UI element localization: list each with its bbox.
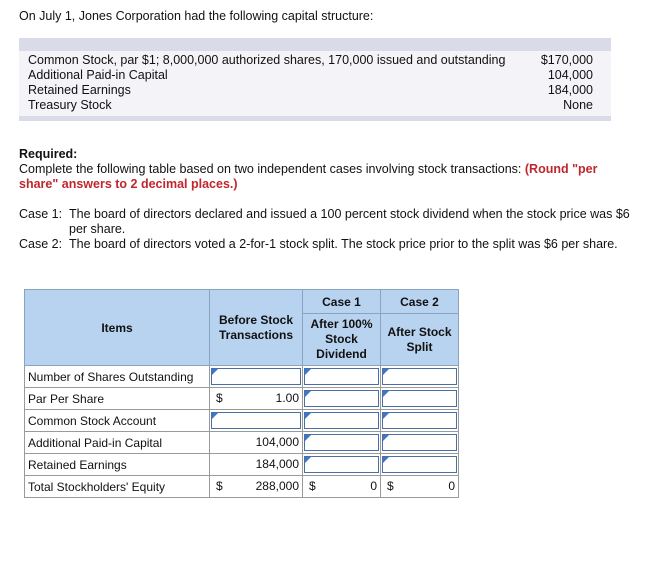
case-1: [19, 207, 639, 237]
header-before-stock-transactions: Before Stock Transactions: [210, 290, 303, 366]
row-label-total-equity: Total Stockholders' Equity: [25, 476, 210, 498]
stockholders-equity-table: [24, 289, 459, 498]
input-re-case1[interactable]: [304, 456, 379, 473]
required-heading: Required:: [19, 147, 78, 161]
capital-row-treasury-stock: [19, 98, 611, 113]
capital-value: 184,000: [547, 83, 593, 97]
value-text: 0: [448, 479, 455, 493]
capital-structure-top-bar: [19, 38, 611, 51]
input-common-stock-case1[interactable]: [304, 412, 379, 429]
value-apic-before: [210, 432, 303, 454]
input-apic-case1[interactable]: [304, 434, 379, 451]
required-section: [19, 147, 634, 192]
value-re-before: [210, 454, 303, 476]
capital-label: Treasury Stock: [28, 98, 112, 112]
capital-label: Additional Paid-in Capital: [28, 68, 168, 82]
input-shares-case2[interactable]: [382, 368, 457, 385]
dollar-sign: $: [216, 391, 223, 405]
value-text: 184,000: [255, 457, 299, 471]
cases-section: [19, 207, 639, 252]
row-label-apic: Additional Paid-in Capital: [25, 432, 210, 454]
required-rounding-note: (Round "per share" answers to 2 decimal places.): [19, 162, 598, 191]
header-case-1: Case 1: [303, 290, 381, 314]
header-after-stock-dividend: After 100% Stock Dividend: [303, 314, 381, 366]
value-text: 0: [370, 479, 377, 493]
value-total-case2: [381, 476, 459, 498]
capital-value: $170,000: [540, 53, 593, 67]
value-total-before: [210, 476, 303, 498]
header-case-2: Case 2: [381, 290, 459, 314]
value-text: 104,000: [255, 435, 299, 449]
input-common-stock-before[interactable]: [211, 412, 301, 429]
case-label: Case 2:: [19, 237, 63, 251]
input-par-case2[interactable]: [382, 390, 457, 407]
capital-row-apic: [19, 68, 611, 83]
dollar-sign: $: [387, 479, 394, 493]
case-text: The board of directors declared and issued a 100 percent stock dividend when the stock price was $6 per share.: [69, 207, 630, 236]
value-par-before: [210, 388, 303, 410]
value-text: 1.00: [275, 391, 299, 405]
capital-value: None: [563, 98, 593, 112]
row-label-common-stock-account: Common Stock Account: [25, 410, 210, 432]
header-after-stock-split: After Stock Split: [381, 314, 459, 366]
row-label-shares-outstanding: Number of Shares Outstanding: [25, 366, 210, 388]
capital-value: 104,000: [547, 68, 593, 82]
capital-label: Common Stock, par $1; 8,000,000 authorized shares, 170,000 issued and outstanding: [28, 53, 506, 67]
case-label: Case 1:: [19, 207, 63, 221]
dollar-sign: $: [216, 479, 223, 493]
capital-row-common-stock: [19, 53, 611, 68]
input-re-case2[interactable]: [382, 456, 457, 473]
value-total-case1: [303, 476, 381, 498]
input-shares-case1[interactable]: [304, 368, 379, 385]
case-2: [19, 237, 639, 252]
intro-text: On July 1, Jones Corporation had the following capital structure:: [19, 9, 374, 23]
capital-structure-rows: [19, 51, 611, 116]
input-shares-before[interactable]: [211, 368, 301, 385]
case-text: The board of directors voted a 2-for-1 stock split. The stock price prior to the split was $6 per share.: [69, 237, 618, 251]
capital-label: Retained Earnings: [28, 83, 131, 97]
input-apic-case2[interactable]: [382, 434, 457, 451]
dollar-sign: $: [309, 479, 316, 493]
input-par-case1[interactable]: [304, 390, 379, 407]
capital-structure-box: [19, 38, 611, 121]
input-common-stock-case2[interactable]: [382, 412, 457, 429]
capital-structure-bottom-bar: [19, 116, 611, 121]
capital-row-retained-earnings: [19, 83, 611, 98]
value-text: 288,000: [255, 479, 299, 493]
required-text: Complete the following table based on two independent cases involving stock transactions:: [19, 162, 522, 176]
header-items: Items: [25, 290, 210, 366]
row-label-retained-earnings: Retained Earnings: [25, 454, 210, 476]
row-label-par-per-share: Par Per Share: [25, 388, 210, 410]
